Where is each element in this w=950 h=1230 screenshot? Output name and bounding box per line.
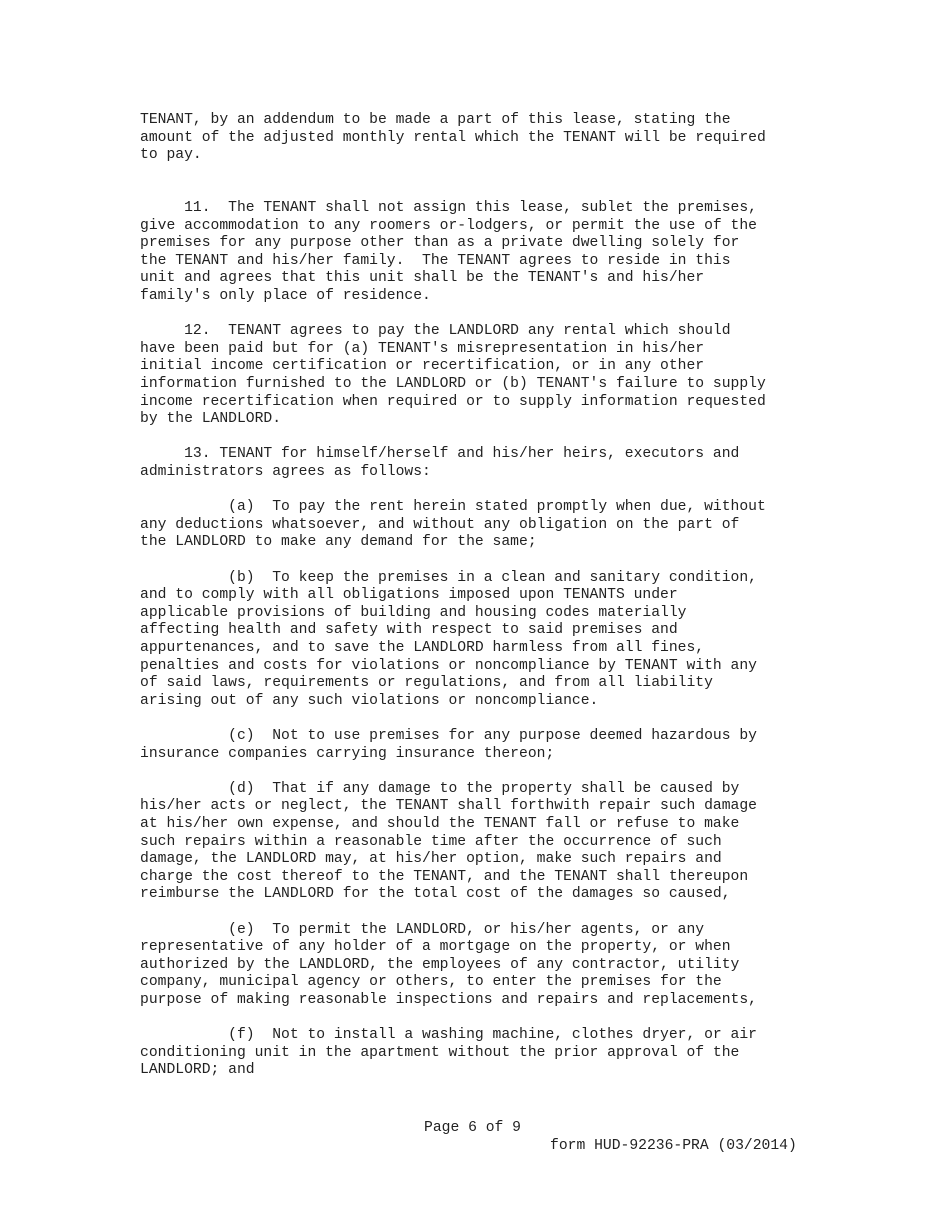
text-line: appurtenances, and to save the LANDLORD harmless from all fines, (140, 640, 705, 656)
text-line: family's only place of residence. (140, 288, 431, 304)
text-line: representative of any holder of a mortgage on the property, or when (140, 939, 731, 956)
text-line: damage, the LANDLORD may, at his/her option, make such repairs and (140, 851, 722, 868)
text-line: unit and agrees that this unit shall be the TENANT's and his/her (140, 270, 705, 287)
text-line: amount of the adjusted monthly rental which the TENANT will be required (140, 129, 766, 146)
text-line: of said laws, requirements or regulations, and from all liability (140, 675, 713, 692)
text-line: (f) Not to install a washing machine, clothes dryer, or air (140, 1027, 757, 1044)
text-line: purpose of making reasonable inspections and repairs and replacements, (140, 992, 757, 1008)
text-line: 12. TENANT agrees to pay the LANDLORD any rental which should (140, 323, 731, 340)
text-line: and to comply with all obligations imposed upon TENANTS under (140, 587, 678, 604)
text-line: (d) That if any damage to the property shall be caused by (140, 780, 740, 797)
text-line: company, municipal agency or others, to enter the premises for the (140, 974, 722, 991)
text-line: by the LANDLORD. (140, 411, 282, 428)
text-line: to pay. (140, 147, 202, 164)
text-line: (e) To permit the LANDLORD, or his/her agents, or any (140, 921, 705, 938)
text-line: at his/her own expense, and should the TENANT fall or refuse to make (140, 816, 740, 832)
text-line: the LANDLORD to make any demand for the same; (140, 534, 537, 551)
text-line: (c) Not to use premises for any purpose deemed hazardous by (140, 728, 757, 744)
text-line: insurance companies carrying insurance thereon; (140, 745, 555, 762)
text-line: any deductions whatsoever, and without any obligation on the part of (140, 516, 740, 533)
text-line: penalties and costs for violations or noncompliance by TENANT with any (140, 657, 757, 674)
text-line: 13. TENANT for himself/herself and his/her heirs, executors and (140, 446, 740, 463)
text-line: the TENANT and his/her family. The TENANT agrees to reside in this (140, 252, 731, 269)
text-line: TENANT, by an addendum to be made a part of this lease, stating the (140, 112, 731, 128)
text-line: charge the cost thereof to the TENANT, and the TENANT shall thereupon (140, 868, 749, 885)
text-line: applicable provisions of building and housing codes materially (140, 604, 687, 621)
text-line: (a) To pay the rent herein stated promptly when due, without (140, 499, 766, 516)
text-line: initial income certification or recertification, or in any other (140, 358, 705, 375)
text-line: premises for any purpose other than as a private dwelling solely for (140, 235, 740, 252)
text-line: (b) To keep the premises in a clean and sanitary condition, (140, 569, 757, 586)
text-line: information furnished to the LANDLORD or (b) TENANT's failure to supply (140, 376, 766, 392)
text-line: administrators agrees as follows: (140, 464, 431, 480)
text-line: 11. The TENANT shall not assign this lease, sublet the premises, (140, 200, 757, 216)
text-line: authorized by the LANDLORD, the employees of any contractor, utility (140, 956, 740, 973)
page-number: Page 6 of 9 (424, 1120, 521, 1136)
text-line: conditioning unit in the apartment without the prior approval of the (140, 1044, 740, 1061)
text-line: such repairs within a reasonable time after the occurrence of such (140, 833, 722, 850)
text-line: affecting health and safety with respect to said premises and (140, 622, 678, 639)
form-identifier: form HUD-92236-PRA (03/2014) (550, 1138, 797, 1154)
text-line: reimburse the LANDLORD for the total cost of the damages so caused, (140, 886, 731, 903)
text-line: his/her acts or neglect, the TENANT shall forthwith repair such damage (140, 798, 757, 815)
text-line: arising out of any such violations or noncompliance. (140, 692, 599, 709)
text-line: give accommodation to any roomers or-lodgers, or permit the use of the (140, 217, 757, 234)
text-line: income recertification when required or to supply information requested (140, 393, 766, 410)
text-line: LANDLORD; and (140, 1062, 255, 1079)
text-line: have been paid but for (a) TENANT's misrepresentation in his/her (140, 340, 705, 357)
